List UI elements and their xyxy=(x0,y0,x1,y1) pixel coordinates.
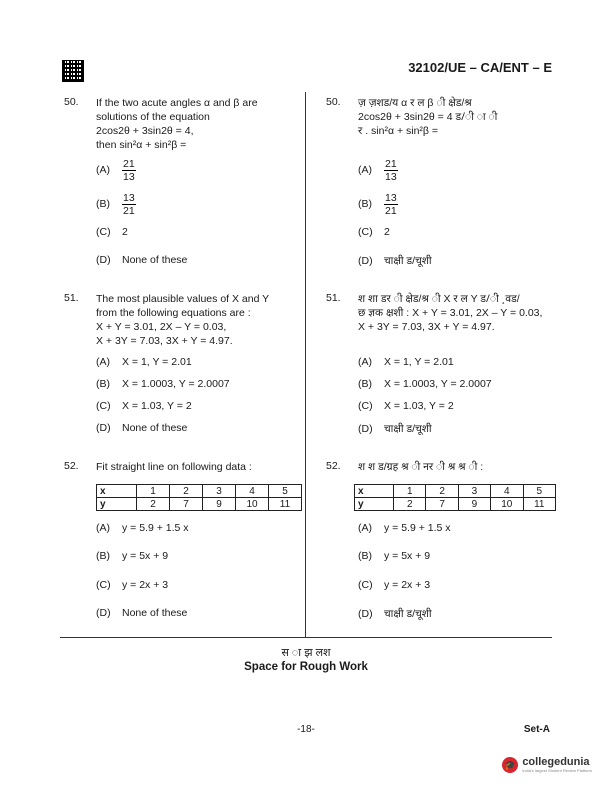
option-d[interactable]: (D) चाक्षी ड/चूशी xyxy=(358,608,432,620)
option-a[interactable]: (A) $\frac{21}{13}$ xyxy=(96,158,135,183)
question-number: 51. xyxy=(326,292,341,304)
option-c[interactable]: (C) X = 1.03, Y = 2 xyxy=(96,400,192,412)
data-table: x 1 2 3 4 5 y 2 7 9 10 11 xyxy=(96,484,302,511)
option-c[interactable]: (C) 2 xyxy=(358,226,390,238)
option-d[interactable]: (D) चाक्षी ड/चूशी xyxy=(358,423,432,435)
option-b[interactable]: (B) X = 1.0003, Y = 2.0007 xyxy=(358,378,492,390)
question-number: 50. xyxy=(64,96,79,108)
option-b[interactable]: (B) y = 5x + 9 xyxy=(96,550,169,562)
question-number: 52. xyxy=(326,460,341,472)
option-a[interactable]: (A) $\frac{21}{13}$ xyxy=(358,158,397,183)
question-text: Fit straight line on following data : xyxy=(96,461,252,473)
option-a[interactable]: (A) y = 5.9 + 1.5 x xyxy=(96,522,189,534)
question-text: श शा डर ी क्षेड/श्र ी X र ल Y ड/ी ¸वड/ छ ज्ञक क्षशी : X + Y = 3.01, 2X – Y = 0.03, X + 3Y = 7.03, 3X + Y = 4.97. xyxy=(358,293,543,333)
question-number: 50. xyxy=(326,96,341,108)
option-b[interactable]: (B) $\frac{13}{21}$ xyxy=(358,192,397,217)
data-table: x 1 2 3 4 5 y 2 7 9 10 11 xyxy=(354,484,556,511)
graduation-cap-icon: 🎓 xyxy=(502,757,518,773)
option-a[interactable]: (A) y = 5.9 + 1.5 x xyxy=(358,522,451,534)
option-d[interactable]: (D) None of these xyxy=(96,422,188,434)
barcode xyxy=(62,60,84,82)
question-text: श श ड/ग्रह श्र ी नर ी श्र श्र ी : xyxy=(358,461,484,473)
option-c[interactable]: (C) y = 2x + 3 xyxy=(96,579,169,591)
option-c[interactable]: (C) 2 xyxy=(96,226,128,238)
collegedunia-logo: 🎓 collegedunia India's largest Student Review Platform xyxy=(502,756,592,773)
question-text: The most plausible values of X and Y from the following equations are : X + Y = 3.01, 2X – Y = 0.03, X + 3Y = 7.03, 3X + Y = 4.97. xyxy=(96,293,270,347)
option-b[interactable]: (B) $\frac{13}{21}$ xyxy=(96,192,135,217)
question-number: 51. xyxy=(64,292,79,304)
rough-work-label: Space for Rough Work xyxy=(244,661,368,673)
option-d[interactable]: (D) None of these xyxy=(96,607,188,619)
option-a[interactable]: (A) X = 1, Y = 2.01 xyxy=(96,356,192,368)
question-number: 52. xyxy=(64,460,79,472)
column-divider xyxy=(305,92,306,638)
question-text: ज़ ज़शड/य α र ल β ी क्षेड/श्र 2cos2θ + 3sin2θ = 4 ड/ी ा ी र . sin²α + sin²β = xyxy=(358,97,498,137)
option-c[interactable]: (C) X = 1.03, Y = 2 xyxy=(358,400,454,412)
option-b[interactable]: (B) X = 1.0003, Y = 2.0007 xyxy=(96,378,230,390)
question-text: If the two acute angles α and β are solutions of the equation 2cos2θ + 3sin2θ = 4, then sin²α + sin²β = xyxy=(96,97,258,151)
set-label: Set-A xyxy=(523,724,550,735)
page-number: -18- xyxy=(297,724,315,735)
option-a[interactable]: (A) X = 1, Y = 2.01 xyxy=(358,356,454,368)
bottom-divider xyxy=(60,637,552,638)
paper-code: 32102/UE – CA/ENT – E xyxy=(408,60,552,75)
option-c[interactable]: (C) y = 2x + 3 xyxy=(358,579,431,591)
rough-work-label-hindi: स ा झ लश xyxy=(281,647,331,659)
option-b[interactable]: (B) y = 5x + 9 xyxy=(358,550,431,562)
option-d[interactable]: (D) None of these xyxy=(96,254,188,266)
option-d[interactable]: (D) चाक्षी ड/चूशी xyxy=(358,255,432,267)
